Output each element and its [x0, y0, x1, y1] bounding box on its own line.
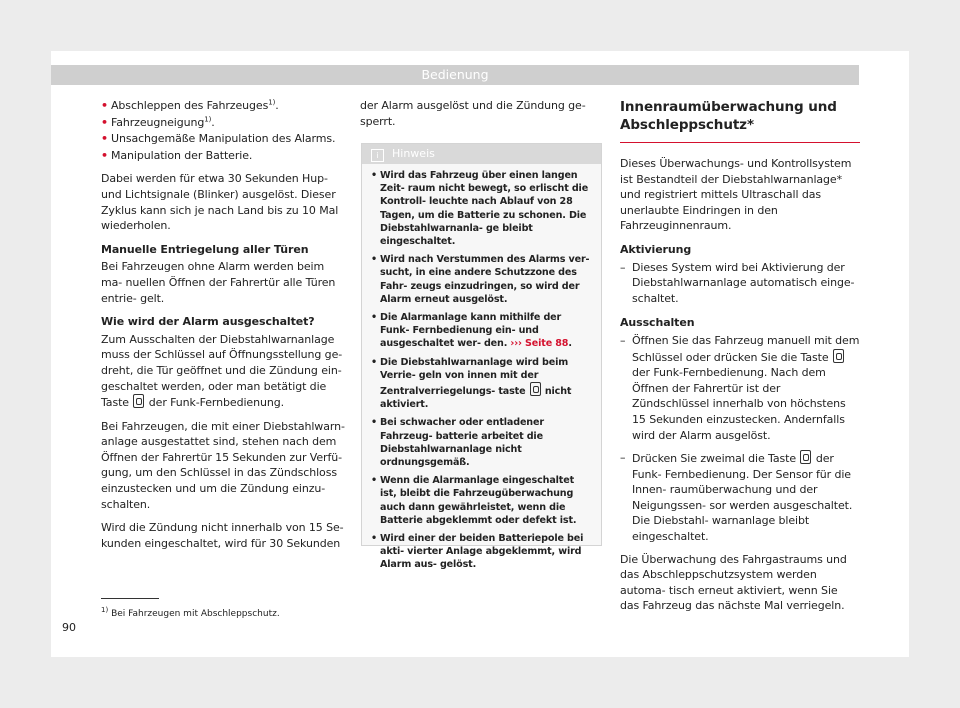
paragraph: Zum Ausschalten der Diebstahlwarnanlage muss der Schlüssel auf Öffnungsstellung ge- dreht, die Tür geöffnet und die Zündung ein- geschaltet werden, oder man betätigt die Taste der Funk-Fernbedienung. — [101, 332, 343, 410]
bullet-icon: • — [101, 132, 108, 146]
hint-item: • Wird das Fahrzeug über einen langen Zeit- raum nicht bewegt, so erlischt die Kontroll- leuchte nach Ablauf von 28 Tagen, um die Batterie zu schonen. Die Diebstahlwarnanla- ge bleibt eingeschaltet. — [371, 170, 589, 248]
page-reference-link[interactable]: ››› Seite 88 — [510, 338, 569, 350]
paragraph: Wird die Zündung nicht innerhalb von 15 Se- kunden eingeschaltet, wird für 30 Sekunden — [101, 521, 344, 550]
paragraph: Dabei werden für etwa 30 Sekunden Hup- und Lichtsignale (Blinker) ausgelöst. Dieser Zyklus kann sich je nach Land bis zu 10 Mal wiederholen. — [101, 172, 339, 233]
bullet-icon: • — [371, 475, 377, 487]
paragraph: Dieses Überwachungs- und Kontrollsystem ist Bestandteil der Diebstahlwarnanlage* und registriert mittels Ultraschall das unerlaubte Eindringen in den Fahrzeuginnenraum. — [620, 157, 852, 233]
bullet-icon: • — [101, 148, 108, 162]
bullet-icon: • — [371, 356, 377, 368]
key-unlock-icon — [133, 394, 144, 408]
section-header — [51, 65, 859, 85]
list-item: – Drücken Sie zweimal die Taste der Funk- Fernbedienung. Der Sensor für die Innen- raumüberwachung und der Neigungssen- sor werden ausgeschaltet. Die Diebstahl- warnanlage bleibt eingeschaltet. — [620, 451, 853, 544]
bullet-icon: • — [371, 312, 377, 324]
footnote: $^{1)}$ Bei Fahrzeugen mit Abschleppschutz. — [101, 606, 280, 619]
subheading: Ausschalten — [620, 316, 695, 330]
key-lock-icon — [530, 382, 541, 396]
key-unlock-icon — [833, 349, 844, 363]
bullet-icon: • — [371, 170, 377, 181]
hint-item: • Die Diebstahlwarnanlage wird beim Verrie- geln von innen mit der Zentralverriegelungs- taste nicht aktiviert. — [371, 356, 572, 411]
hint-item: • Die Alarmanlage kann mithilfe der Funk- Fernbedienung ein- und ausgeschaltet wer- den. ››› Seite 88. — [371, 312, 572, 350]
hint-box — [361, 143, 602, 571]
bullet-icon: • — [371, 254, 377, 266]
list-item: • Unsachgemäße Manipulation des Alarms. — [101, 132, 336, 146]
section-title: Bedienung — [421, 67, 489, 82]
hint-item: • Wenn die Alarmanlage eingeschaltet ist, bleibt die Fahrzeugüberwachung auch dann gewährleistet, wenn die Batterie abgeklemmt oder defekt ist. — [371, 475, 577, 526]
info-icon: i — [371, 149, 384, 162]
hint-item: • Bei schwacher oder entladener Fahrzeug- batterie arbeitet die Diebstahlwarnanlage nicht ordnungsgemäß. — [371, 417, 544, 469]
section-heading: Innenraumüberwachung und Abschleppschutz* — [620, 98, 860, 143]
key-unlock-icon — [800, 450, 811, 464]
subheading: Wie wird der Alarm ausgeschaltet? — [101, 315, 315, 329]
bullet-icon: • — [371, 417, 377, 429]
paragraph: Die Überwachung des Fahrgastraums und das Abschleppschutzsystem werden automa- tisch erneut aktiviert, wenn Sie das Fahrzeug das nächste Mal verriegeln. — [620, 552, 847, 613]
hint-header: i Hinweis — [362, 144, 601, 164]
list-item: – Öffnen Sie das Fahrzeug manuell mit dem Schlüssel oder drücken Sie die Taste der Funk-Fernbedienung. Nach dem Öffnen der Fahrertür ist der Zündschlüssel innerhalb von höchstens 15 Sekunden einzustecken. Andernfalls wird der Alarm ausgelöst. — [620, 333, 860, 442]
paragraph: Bei Fahrzeugen, die mit einer Diebstahlwarn- anlage ausgestattet sind, stehen nach dem Öffnen der Fahrertür 15 Sekunden zur Verfü- gung, um den Schlüssel in das Zündschloss einzustecken und um die Zündung einzu- schalten. — [101, 419, 345, 511]
bullet-icon: • — [101, 99, 108, 112]
list-item: • Manipulation der Batterie. — [101, 148, 253, 162]
paragraph: Bei Fahrzeugen ohne Alarm werden beim ma- nuellen Öffnen der Fahrertür alle Türen entrie- gelt. — [101, 260, 336, 305]
paragraph: der Alarm ausgelöst und die Zündung ge- sperrt. — [360, 99, 586, 128]
bullet-icon: • — [371, 533, 377, 545]
hint-body — [362, 164, 601, 572]
bullet-icon: • — [101, 115, 108, 129]
column-middle — [360, 98, 600, 137]
list-item: – Dieses System wird bei Aktivierung der Diebstahlwarnanlage automatisch einge- schaltet. — [620, 260, 855, 305]
subheading: Aktivierung — [620, 242, 692, 256]
list-item: • Fahrzeugneigung$^{1)}$. — [101, 114, 215, 129]
subheading: Manuelle Entriegelung aller Türen — [101, 242, 309, 256]
list-item: • Abschleppen des Fahrzeuges$^{1)}$. — [101, 98, 279, 112]
column-right — [620, 98, 860, 622]
hint-item: • Wird nach Verstummen des Alarms ver- sucht, in eine andere Schutzzone des Fahr- zeugs einzudringen, so wird der Alarm erneut ausgelöst. — [371, 254, 590, 305]
column-left — [101, 98, 347, 559]
page-number: 90 — [62, 621, 76, 634]
hint-item: • Wird einer der beiden Batteriepole bei akti- vierter Anlage abgeklemmt, wird Alarm aus- gelöst. — [371, 533, 584, 571]
footnote-divider — [101, 598, 159, 599]
